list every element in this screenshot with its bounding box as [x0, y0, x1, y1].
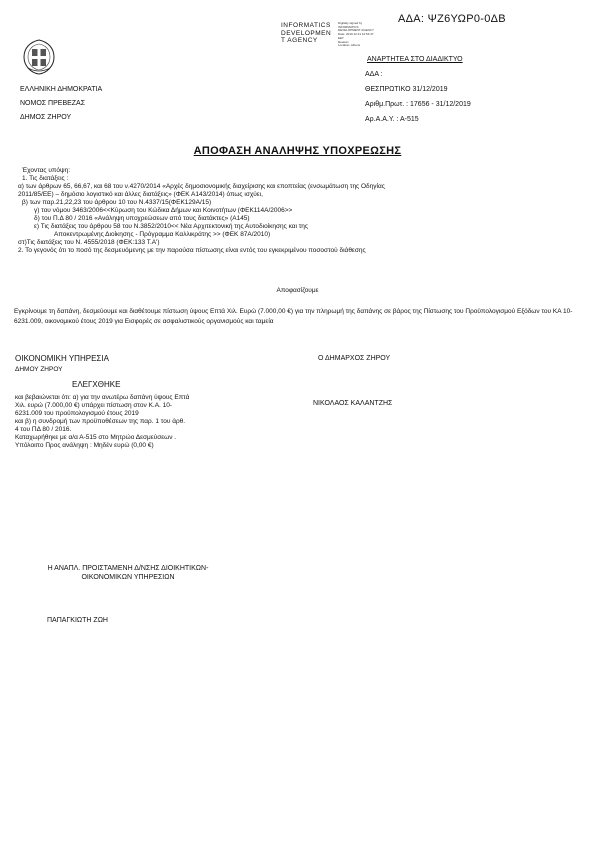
document-title: ΑΠΟΦΑΣΗ ΑΝΑΛΗΨΗΣ ΥΠΟΧΡΕΩΣΗΣ [193, 145, 402, 157]
mayor-name: ΝΙΚΟΛΑΟΣ ΚΑΛΑΝΤΖΗΣ [313, 400, 393, 407]
check-line: και βεβαιώνεται ότι: α) για την ανωτέρω δαπάνη ύψους Επτά [15, 394, 190, 401]
signature-detail-line: INFORMATICS [338, 24, 359, 29]
check-line: και β) η συνδρομή των προϋποθέσεων της παρ. 1 του άρθ. [15, 418, 186, 425]
consideration-line: Αποκεντρωμένης Διοίκησης - Πρόγραμμα Καλλικράτης >> (ΦΕΚ 87Α/2010) [54, 231, 271, 238]
signature-detail-line: Date: 2019.12.31 12:54:37 [338, 32, 374, 37]
consideration-line: 2. Το γεγονός ότι το ποσό της δεσμευόμενης με την παρούσα πίστωσης είναι εντός του εγκεκριμένου ποσοστού διάθεσης [18, 247, 366, 254]
signature-detail-line: Digitally signed by [338, 21, 363, 25]
publish-note: ΑΝΑΡΤΗΤΕΑ ΣΤΟ ΔΙΑΔΙΚΤΥΟ [367, 56, 463, 63]
check-line: Καταχωρήθηκε με α/α Α-515 στο Μητρώο Δεσμεύσεων . [15, 434, 177, 441]
protocol-line: Αρ.Α.Α.Υ. : Α-515 [365, 116, 419, 123]
consideration-line: στ)Τις διατάξεις του Ν. 4555/2018 (ΦΕΚ:133 Τ.Α') [18, 239, 160, 246]
check-line: Χιλ. ευρώ (7.000,00 €) υπάρχει πίστωση στον Κ.Α. 10- [15, 402, 173, 409]
issuer-header [20, 83, 102, 125]
consideration-line: 2011/85/ΕΕ) – δημόσιο λογιστικό και άλλες διατάξεις» (ΦΕΚ Α143/2014) όπως ισχύει, [18, 191, 263, 198]
head-of-directorate-title [18, 564, 238, 582]
finance-service-municipality: ΔΗΜΟΥ ΖΗΡΟΥ [15, 366, 63, 373]
consideration-line: γ) του νόμου 3463/2006<<Κύρωση του Κώδικα Δήμων και Κοινοτήτων (ΦΕΚ114Α/2006>> [34, 207, 293, 214]
head-of-directorate-name: ΠΑΠΑΓΚΙΩΤΗ ΖΩΗ [47, 617, 108, 624]
signature-detail-line: EET [338, 35, 344, 40]
agency-signature-label [281, 22, 331, 45]
consideration-line: 1. Τις διατάξεις : [22, 175, 69, 182]
head-title-line: ΟΙΚΟΝΟΜΙΚΩΝ ΥΠΗΡΕΣΙΩΝ [81, 574, 175, 581]
issuer-line: ΕΛΛΗΝΙΚΗ ΔΗΜΟΚΡΑΤΙΑ [20, 86, 103, 93]
signature-detail-line: Reason: [338, 39, 350, 44]
consideration-line: Έχοντας υπόψη: [22, 167, 71, 174]
hellenic-republic-emblem-icon [20, 38, 58, 76]
checked-label: ΕΛΕΓΧΘΗΚΕ [72, 380, 121, 389]
head-title-line: Η ΑΝΑΠΛ. ΠΡΟΙΣΤΑΜΕΝΗ Δ/ΝΣΗΣ ΔΙΟΙΚΗΤΙΚΩΝ- [47, 565, 209, 572]
finance-service-title: ΟΙΚΟΝΟΜΙΚΗ ΥΠΗΡΕΣΙΑ [15, 354, 109, 363]
check-line: Υπόλοιπο Προς ανάληψη : Μηδέν ευρώ (0,00 €) [15, 442, 154, 449]
consideration-line: α) των άρθρων 65, 66,67, και 68 του ν.4270/2014 «Αρχές δημοσιονομικής διαχείρισης και εποπτείας (ενσωμάτωση της Οδηγίας [18, 183, 385, 190]
protocol-line: ΑΔΑ : [365, 71, 383, 78]
protocol-line: Αριθμ.Πρωτ. : 17656 - 31/12/2019 [365, 101, 471, 108]
signature-detail-line: DEVELOPMENT AGENCY [338, 28, 374, 33]
ada-code-top: ΑΔΑ: ΨΖ6ΥΩΡ0-0ΔΒ [398, 13, 506, 25]
agency-label-line: T AGENCY [281, 37, 318, 44]
protocol-line: ΘΕΣΠΡΩΤΙΚΟ 31/12/2019 [365, 86, 448, 93]
issuer-line: ΔΗΜΟΣ ΖΗΡΟΥ [20, 114, 72, 121]
considerations-block [18, 167, 588, 255]
decision-text: Εγκρίνουμε τη δαπάνη, δεσμεύουμε και διαθέτουμε πίστωση ύψους Επτά Χιλ. Ευρώ (7.000,00 €) για την πληρωμή της δαπάνης σε βάρος της Πίστωσης του Προϋπολογισμού Εξόδων του ΚΑ 10-6231.009, οικονομικού έτους 2019 για Εισφορές σε ασφαλιστικούς οργανισμούς και ταμεία [14, 308, 573, 325]
check-line: 6231.009 του προϋπολογισμού έτους 2019 [15, 410, 139, 417]
consideration-line: β) των παρ.21,22,23 του άρθρου 10 του Ν.4337/15(ΦΕΚ129Α/15) [22, 199, 212, 206]
check-certification [15, 394, 285, 450]
issuer-line: ΝΟΜΟΣ ΠΡΕΒΕΖΑΣ [20, 100, 86, 107]
digital-signature-details [338, 22, 374, 48]
finance-service-block [15, 354, 109, 374]
check-line: 4 του ΠΔ 80 / 2016. [15, 426, 72, 433]
mayor-title: Ο ΔΗΜΑΡΧΟΣ ΖΗΡΟΥ [318, 355, 391, 362]
protocol-header [365, 67, 471, 127]
signature-detail-line: Location: Athens [338, 43, 361, 48]
consideration-line: ε) Τις διατάξεις του άρθρου 58 του Ν.3852/2010<< Νέα Αρχιτεκτονική της Αυτοδιοίκησης και της [34, 223, 309, 230]
consideration-line: δ) του Π.Δ 80 / 2016 «Ανάληψη υποχρεώσεων από τους διατάκτες» (Α145) [34, 215, 250, 222]
agency-label-line: DEVELOPMEN [281, 29, 332, 37]
decide-label: Αποφασίζουμε [276, 287, 319, 294]
agency-label-line: INFORMATICS [281, 22, 331, 29]
